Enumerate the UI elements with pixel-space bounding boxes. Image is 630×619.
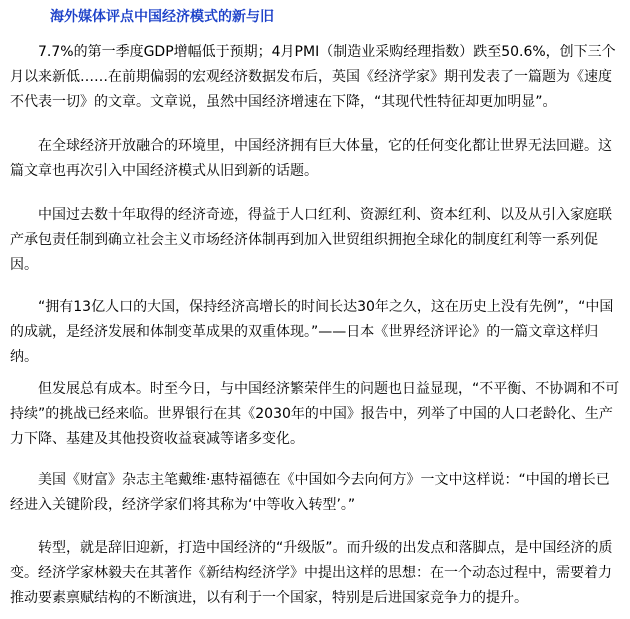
- paragraph: 7.7%的第一季度GDP增幅低于预期；4月PMI（制造业采购经理指数）跌至50.6%，创下三个月以来新低……在前期偏弱的宏观经济数据发布后，英国《经济学家》期刊发表了一篇题为《速度不代表一切》的文章。文章说，虽然中国经济增速在下降，“其现代性特征却更加明显”。: [10, 44, 616, 110]
- paragraph: 转型，就是辞旧迎新，打造中国经济的“升级版”。而升级的出发点和落脚点，是中国经济的质变。经济学家林毅夫在其著作《新结构经济学》中提出这样的思想：在一个动态过程中，需要着力推动要素禀赋结构的不断演进，以有利于一个国家，特别是后进国家竞争力的提升。: [10, 540, 613, 606]
- paragraph: “拥有13亿人口的大国，保持经济高增长的时间长达30年之久，这在历史上没有先例”，“中国的成就，是经济发展和体制变革成果的双重体现。”——日本《世界经济评论》的一篇文章这样归纳。: [10, 299, 614, 365]
- paragraph: 中国过去数十年取得的经济奇迹，得益于人口红利、资源红利、资本红利、以及从引入家庭联产承包责任制到确立社会主义市场经济体制再到加入世贸组织拥抱全球化的制度红利等一系列促因。: [10, 207, 612, 273]
- paragraph: 美国《财富》杂志主笔戴维·惠特福德在《中国如今去向何方》一文中这样说：“中国的增长已经进入关键阶段，经济学家们将其称为‘中等收入转型’。”: [10, 472, 610, 513]
- paragraph: 但发展总有成本。时至今日，与中国经济繁荣伴生的问题也日益显现，“不平衡、不协调和不可持续”的挑战已经来临。世界银行在其《2030年的中国》报告中，列举了中国的人口老龄化、生产力下降、基建及其他投资收益衰减等诸多变化。: [10, 381, 620, 447]
- article-title: 海外媒体评点中国经济模式的新与旧: [50, 9, 274, 25]
- paragraph: 在全球经济开放融合的环境里，中国经济拥有巨大体量，它的任何变化都让世界无法回避。这篇文章也再次引入中国经济模式从旧到新的话题。: [10, 138, 612, 179]
